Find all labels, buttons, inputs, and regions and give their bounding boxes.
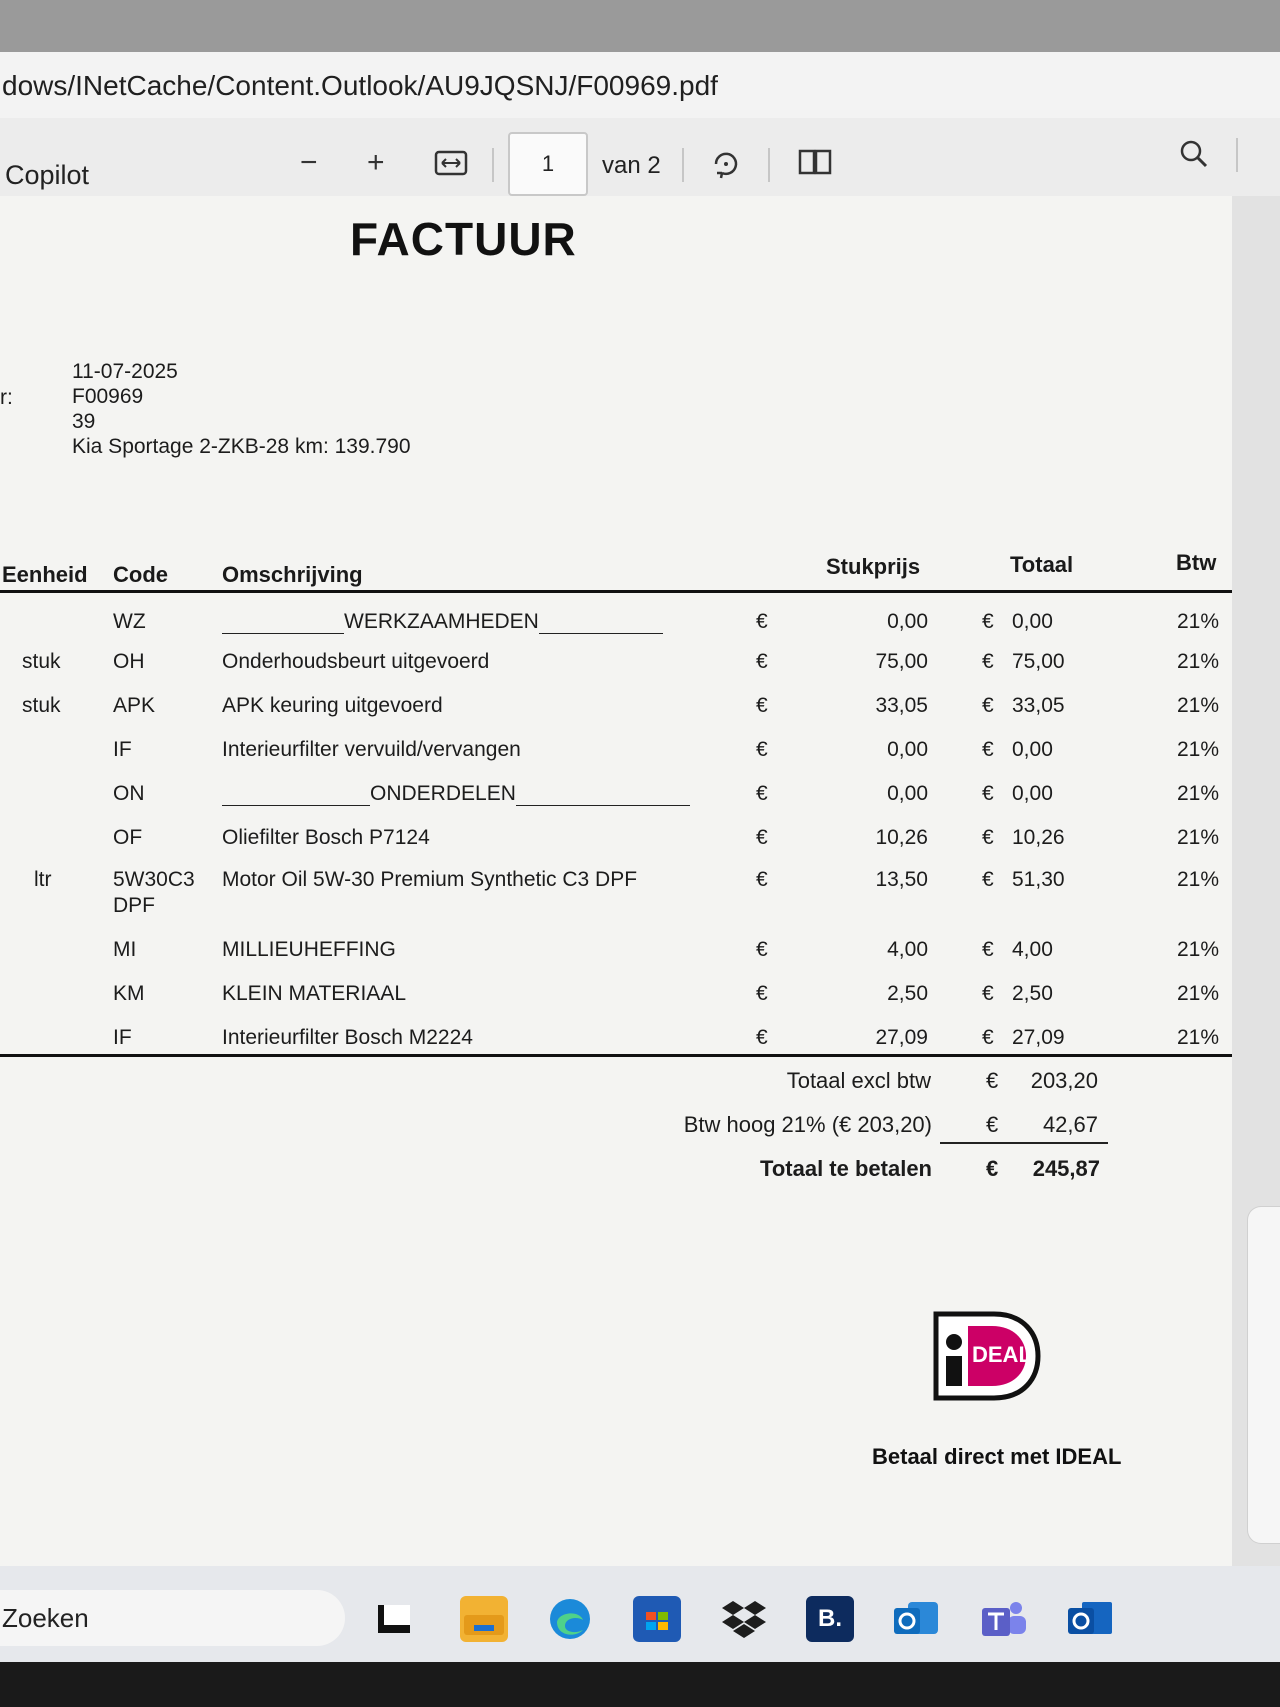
table-bottom-rule: [0, 1054, 1234, 1057]
row-currency: €: [756, 826, 768, 849]
row-description: Motor Oil 5W-30 Premium Synthetic C3 DPF: [222, 868, 638, 891]
file-explorer-icon[interactable]: [460, 1596, 508, 1642]
row-description: ONDERDELEN: [222, 782, 690, 806]
row-total-currency: €: [982, 938, 994, 961]
table-row: [0, 694, 1232, 734]
row-currency: €: [756, 938, 768, 961]
row-vat: 21%: [1176, 982, 1219, 1005]
invoice-title: FACTUUR: [350, 213, 577, 265]
table-row: [0, 1026, 1232, 1066]
row-total: 2,50: [1012, 982, 1053, 1005]
row-total-currency: €: [982, 738, 994, 761]
header-code: Code: [113, 562, 168, 587]
row-code: IF: [113, 738, 132, 761]
toolbar-divider: [768, 148, 770, 182]
subtotal-label: Totaal excl btw: [786, 1068, 931, 1093]
total-rule: [940, 1142, 1108, 1144]
grand-total-value: 245,87: [1032, 1156, 1100, 1181]
row-code-continued: DPF: [113, 894, 155, 917]
row-vat: 21%: [1176, 868, 1219, 891]
row-unit-price: 13,50: [875, 868, 928, 891]
header-description: Omschrijving: [222, 562, 363, 587]
header-vat: Btw: [1176, 550, 1217, 575]
row-total-currency: €: [982, 868, 994, 891]
row-description: Interieurfilter vervuild/vervangen: [222, 738, 521, 761]
table-row: [0, 982, 1232, 1022]
row-currency: €: [756, 1026, 768, 1049]
row-total: 4,00: [1012, 938, 1053, 961]
table-row: [0, 782, 1232, 822]
screen-bezel: [0, 1662, 1280, 1707]
customer-number: 39: [72, 410, 96, 433]
row-currency: €: [756, 868, 768, 891]
row-description: WERKZAAMHEDEN: [222, 610, 663, 634]
table-row: [0, 868, 1232, 938]
row-vat: 21%: [1176, 826, 1219, 849]
row-vat: 21%: [1176, 650, 1219, 673]
toolbar-divider: [492, 148, 494, 182]
row-unit: stuk: [22, 694, 61, 717]
row-total: 33,05: [1012, 694, 1065, 717]
row-total-currency: €: [982, 610, 994, 633]
row-total-currency: €: [982, 1026, 994, 1049]
row-total: 75,00: [1012, 650, 1065, 673]
row-unit-price: 27,09: [875, 1026, 928, 1049]
toolbar-divider: [682, 148, 684, 182]
row-unit-price: 2,50: [887, 982, 928, 1005]
outlook-classic-icon[interactable]: [1066, 1596, 1114, 1642]
row-vat: 21%: [1176, 1026, 1219, 1049]
zoom-out-button[interactable]: −: [300, 146, 318, 179]
subtotal-value: 203,20: [1030, 1068, 1098, 1093]
row-code: IF: [113, 1026, 132, 1049]
row-total-currency: €: [982, 650, 994, 673]
vehicle-info: Kia Sportage 2-ZKB-28 km: 139.790: [72, 435, 411, 458]
page-count-label: van 2: [602, 152, 661, 179]
grand-total-currency: €: [986, 1156, 999, 1181]
row-currency: €: [756, 694, 768, 717]
row-total-currency: €: [982, 826, 994, 849]
dropbox-icon[interactable]: [720, 1596, 768, 1642]
row-vat: 21%: [1176, 782, 1219, 805]
row-code: OH: [113, 650, 145, 673]
row-unit-price: 10,26: [875, 826, 928, 849]
window-top-bar: [0, 0, 1280, 52]
row-description: Oliefilter Bosch P7124: [222, 826, 430, 849]
row-code: WZ: [113, 610, 146, 633]
teams-icon[interactable]: [980, 1596, 1028, 1642]
ideal-logo[interactable]: [932, 1310, 1042, 1402]
search-icon[interactable]: [1178, 138, 1210, 176]
header-unit: Eenheid: [2, 562, 88, 587]
page-number-input[interactable]: 1: [508, 132, 588, 196]
row-description: APK keuring uitgevoerd: [222, 694, 443, 717]
pdf-toolbar: [0, 118, 1280, 197]
row-code: OF: [113, 826, 143, 849]
rotate-icon[interactable]: [708, 146, 744, 188]
row-currency: €: [756, 982, 768, 1005]
subtotal-currency: €: [986, 1068, 999, 1093]
ideal-caption[interactable]: Betaal direct met IDEAL: [872, 1444, 1122, 1469]
row-unit-price: 33,05: [875, 694, 928, 717]
row-description: MILLIEUHEFFING: [222, 938, 396, 961]
row-currency: €: [756, 782, 768, 805]
row-currency: €: [756, 650, 768, 673]
header-rule: [0, 590, 1234, 593]
page-view-icon[interactable]: [798, 148, 832, 182]
vat-value: 42,67: [1042, 1112, 1098, 1137]
row-description: Onderhoudsbeurt uitgevoerd: [222, 650, 490, 673]
address-bar[interactable]: [0, 52, 1280, 119]
microsoft-store-icon[interactable]: [633, 1596, 681, 1642]
outlook-icon[interactable]: [892, 1596, 940, 1642]
vat-currency: €: [986, 1112, 999, 1137]
side-panel-tab[interactable]: [1247, 1206, 1280, 1544]
row-code: MI: [113, 938, 137, 961]
row-description: KLEIN MATERIAAL: [222, 982, 406, 1005]
header-unit-price: Stukprijs: [826, 554, 921, 579]
invoice-date: 11-07-2025: [72, 360, 178, 383]
row-vat: 21%: [1176, 694, 1219, 717]
zoom-in-button[interactable]: +: [367, 146, 385, 179]
table-row: [0, 738, 1232, 778]
header-total: Totaal: [1010, 552, 1074, 577]
row-unit: ltr: [34, 868, 52, 891]
row-total: 0,00: [1012, 610, 1053, 633]
row-description: Interieurfilter Bosch M2224: [222, 1026, 473, 1049]
copilot-button[interactable]: Copilot: [5, 160, 90, 190]
row-code: KM: [113, 982, 145, 1005]
row-total-currency: €: [982, 782, 994, 805]
ideal-logo-text: DEAL: [972, 1342, 1032, 1367]
row-total: 27,09: [1012, 1026, 1065, 1049]
row-vat: 21%: [1176, 938, 1219, 961]
row-unit-price: 75,00: [875, 650, 928, 673]
row-currency: €: [756, 738, 768, 761]
task-view-icon[interactable]: [370, 1596, 418, 1642]
url-text[interactable]: dows/INetCache/Content.Outlook/AU9JQSNJ/F00969.pdf: [2, 70, 718, 101]
table-row: [0, 938, 1232, 978]
table-row: [0, 826, 1232, 866]
row-total: 51,30: [1012, 868, 1065, 891]
row-total: 0,00: [1012, 782, 1053, 805]
row-total: 10,26: [1012, 826, 1065, 849]
taskbar-search[interactable]: Zoeken: [0, 1590, 345, 1646]
booking-app-icon[interactable]: B.: [806, 1596, 854, 1642]
edge-browser-icon[interactable]: [546, 1596, 594, 1642]
row-total: 0,00: [1012, 738, 1053, 761]
row-unit-price: 0,00: [887, 782, 928, 805]
row-vat: 21%: [1176, 610, 1219, 633]
row-currency: €: [756, 610, 768, 633]
fit-width-icon[interactable]: [434, 150, 468, 182]
row-code: APK: [113, 694, 156, 717]
row-code: ON: [113, 782, 145, 805]
taskbar: [0, 1566, 1280, 1662]
row-unit-price: 0,00: [887, 738, 928, 761]
row-unit-price: 4,00: [887, 938, 928, 961]
vat-label: Btw hoog 21% (€ 203,20): [683, 1112, 932, 1137]
table-row: [0, 650, 1232, 690]
toolbar-divider: [1236, 138, 1238, 172]
row-code: 5W30C3: [113, 868, 195, 891]
row-unit-price: 0,00: [887, 610, 928, 633]
invoice-number: F00969: [72, 385, 144, 408]
row-vat: 21%: [1176, 738, 1219, 761]
row-total-currency: €: [982, 982, 994, 1005]
row-unit: stuk: [22, 650, 61, 673]
grand-total-label: Totaal te betalen: [760, 1156, 932, 1181]
table-row: [0, 610, 1232, 650]
pdf-page: [0, 196, 1232, 1566]
row-total-currency: €: [982, 694, 994, 717]
meta-label-fragment: r:: [0, 386, 13, 409]
